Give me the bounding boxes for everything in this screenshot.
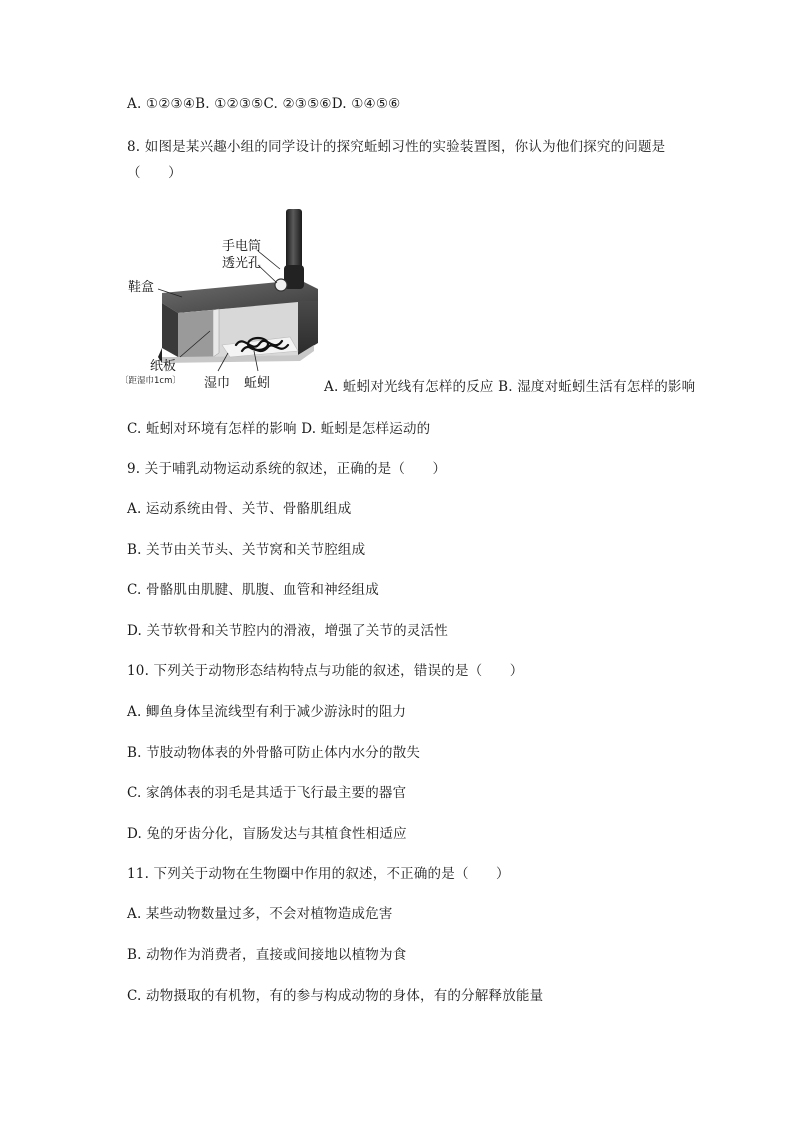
q11-option: B. 动物作为消费者，直接或间接地以植物为食: [127, 947, 407, 963]
label-light-hole: 透光孔: [222, 256, 262, 271]
label-shoebox: 鞋盒: [128, 280, 155, 295]
q9-option: C. 骨骼肌由肌腱、肌腹、血管和神经组成: [127, 582, 379, 598]
q8-options-ab: A. 蚯蚓对光线有怎样的反应 B. 湿度对蚯蚓生活有怎样的影响: [324, 379, 696, 395]
apparatus-figure: [118, 205, 318, 395]
light-hole-icon: [275, 279, 287, 291]
q7-options: A. ①②③④B. ①②③⑤C. ②③⑤⑥D. ①④⑤⑥: [127, 96, 401, 112]
q10-stem: 10. 下列关于动物形态结构特点与功能的叙述，错误的是（ ）: [127, 663, 524, 679]
q11-option: C. 动物摄取的有机物，有的参与构成动物的身体，有的分解释放能量: [127, 988, 544, 1004]
label-earthworm: 蚯蚓: [244, 376, 271, 391]
q9-option: A. 运动系统由骨、关节、骨骼肌组成: [127, 501, 352, 517]
q10-option: C. 家鸽体表的羽毛是其适于飞行最主要的器官: [127, 785, 407, 801]
q8-options-cd: C. 蚯蚓对环境有怎样的影响 D. 蚯蚓是怎样运动的: [127, 421, 431, 437]
q10-option: A. 鲫鱼身体呈流线型有利于减少游泳时的阻力: [127, 704, 407, 720]
cardboard-divider: [213, 309, 219, 357]
label-flashlight: 手电筒: [222, 239, 262, 254]
q10-option: B. 节肢动物体表的外骨骼可防止体内水分的散失: [127, 745, 421, 761]
q8-stem-line1: 8. 如图是某兴趣小组的同学设计的探究蚯蚓习性的实验装置图，你认为他们探究的问题是: [127, 139, 666, 155]
label-wet-towel: 湿巾: [204, 376, 231, 391]
q11-stem: 11. 下列关于动物在生物圈中作用的叙述，不正确的是（ ）: [127, 866, 510, 882]
q9-stem: 9. 关于哺乳动物运动系统的叙述，正确的是（ ）: [127, 461, 447, 477]
q10-option: D. 兔的牙齿分化，盲肠发达与其植食性相适应: [127, 826, 407, 842]
q8-stem-line2: （ ）: [127, 165, 182, 181]
q11-option: A. 某些动物数量过多，不会对植物造成危害: [127, 906, 393, 922]
shoebox-illustration: [118, 205, 318, 395]
label-distance-note: 〔距湿巾1cm〕: [120, 376, 181, 386]
q9-option: B. 关节由关节头、关节窝和关节腔组成: [127, 542, 366, 558]
q9-option: D. 关节软骨和关节腔内的滑液，增强了关节的灵活性: [127, 623, 448, 639]
label-cardboard: 纸板: [150, 359, 177, 374]
